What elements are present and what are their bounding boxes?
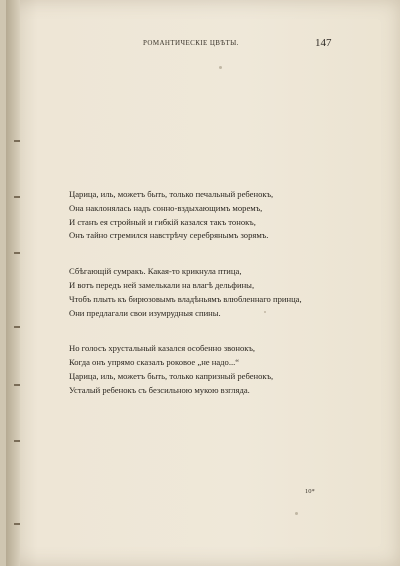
poem-line: Онъ тайно стремился навстрѣчу серебрянымъ зорямъ. <box>69 230 269 241</box>
paper-speck <box>295 512 298 515</box>
binding-stitch <box>14 384 20 386</box>
binding-stitch <box>14 140 20 142</box>
binding-stitch <box>14 326 20 328</box>
stanza-3 <box>69 342 389 397</box>
book-page <box>6 0 400 566</box>
paper-speck <box>219 66 222 69</box>
poem-line: И станъ ея стройный и гибкій казался такъ тонокъ, <box>69 216 256 227</box>
poem-line: Царица, иль, можетъ быть, только капризный ребенокъ, <box>69 370 274 381</box>
binding-stitch <box>14 523 20 525</box>
page-number: 147 <box>315 37 332 49</box>
binding-stitch <box>14 440 20 442</box>
poem-line: Она наклонялась надъ сонно-вздыхающимъ моремъ, <box>69 202 263 213</box>
poem-line: И вотъ передъ ней замелькали на влагѣ дельфины, <box>69 279 255 290</box>
stanza-1 <box>69 188 389 243</box>
poem-line: Когда онъ упрямо сказалъ роковое „не надо...“ <box>69 357 240 368</box>
running-title: РОМАНТИЧЕСКІЕ ЦВѢТЫ. <box>143 39 239 47</box>
running-header <box>6 37 400 51</box>
stanza-2 <box>69 265 389 320</box>
poem-body <box>69 188 389 398</box>
poem-line: Усталый ребенокъ съ безсильною мукою взгляда. <box>69 384 250 395</box>
binding-stitch <box>14 252 20 254</box>
poem-line: Они предлагали свои изумрудныя спины. <box>69 307 221 318</box>
poem-line: Сбѣгающій сумракъ. Какая-то крикнула птица, <box>69 266 242 277</box>
binding-stitch <box>14 196 20 198</box>
poem-line: Чтобъ плыть къ бирюзовымъ владѣньямъ влюбленнаго принца, <box>69 293 302 304</box>
signature-mark: 10* <box>305 488 315 495</box>
poem-line: Но голосъ хрустальный казался особенно звонокъ, <box>69 343 256 354</box>
binding-gutter <box>6 0 20 566</box>
poem-line: Царица, иль, можетъ быть, только печальный ребенокъ, <box>69 189 274 199</box>
